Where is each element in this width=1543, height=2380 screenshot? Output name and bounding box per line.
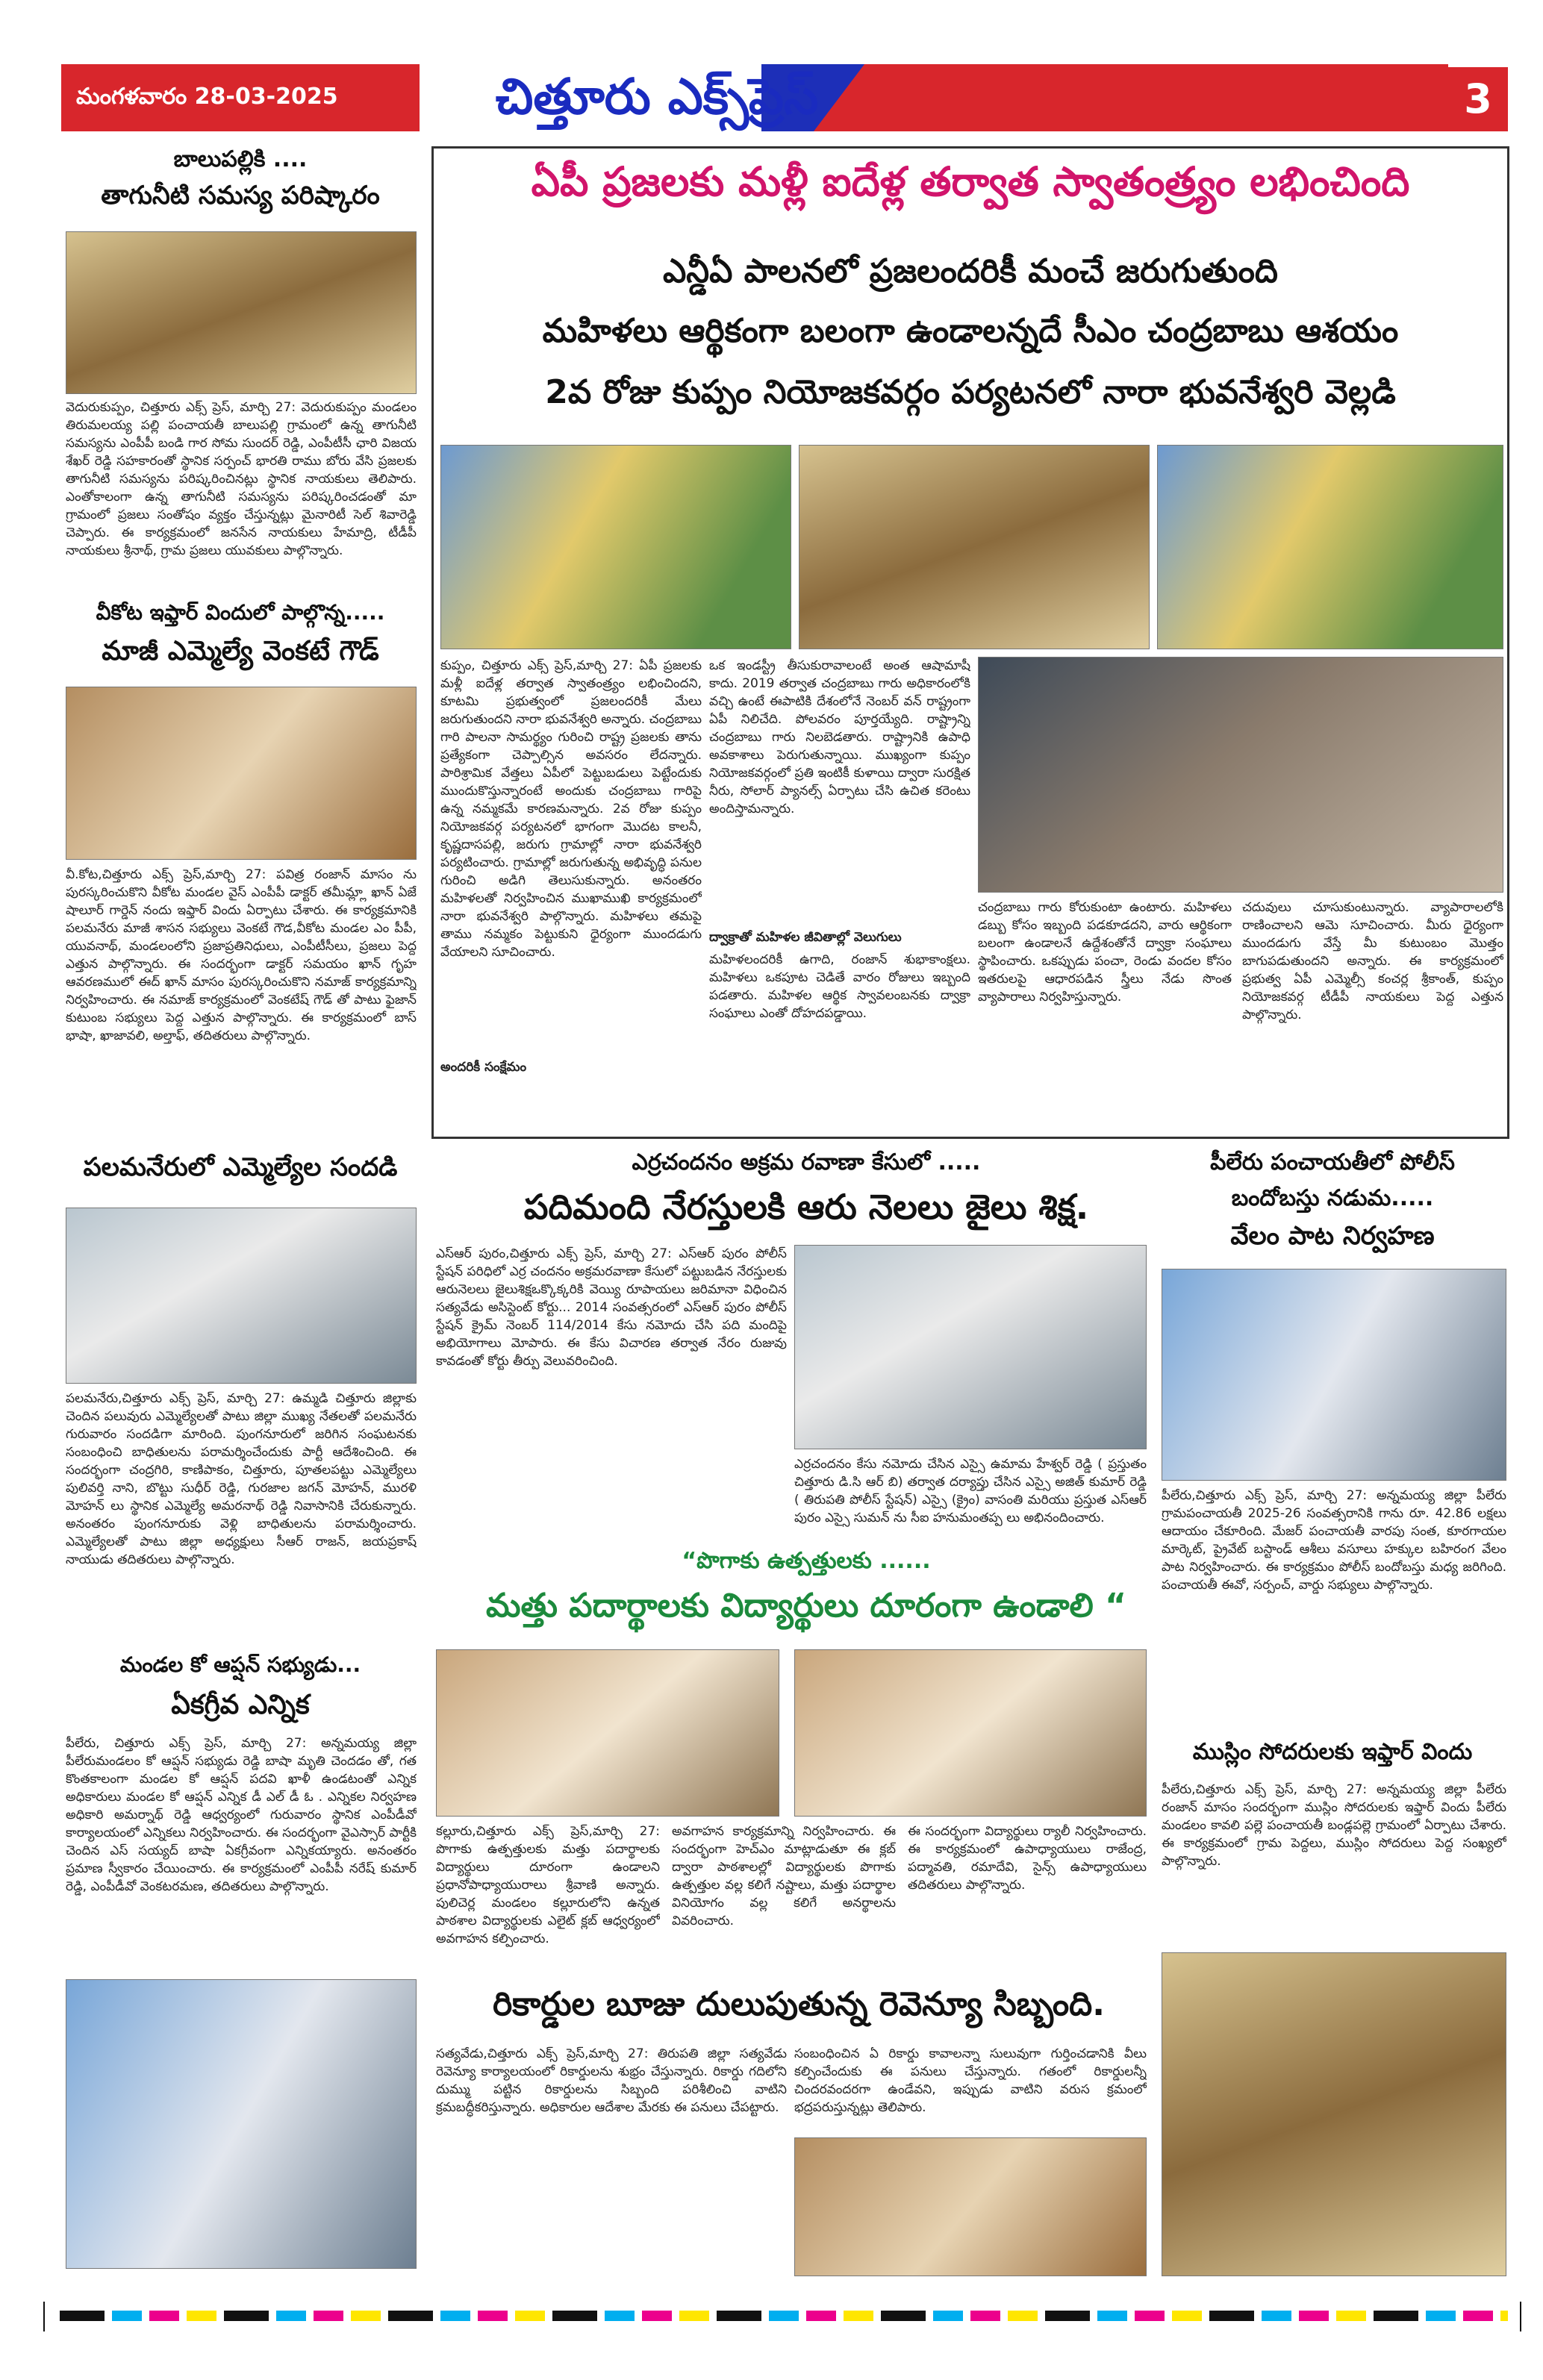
records-cleaning-photo [794, 2137, 1147, 2276]
lead-col1-body: కుప్పం, చిత్తూరు ఎక్స్ ప్రెస్,మార్చి 27: ఏపీ ప్రజలకు మళ్లీ ఐదేళ్ల తర్వాత స్వాతంత్ర్యం లభించిందని, కూటమి ప్రభుత్వంలో ప్రజలందరికీ మేలు జరుగుతుందని నారా భువనేశ్వరి అన్నారు. చంద్రబాబు గారి పాలనా సామర్థ్యం గురించి రాష్ట్ర ప్రజలకు తాను ప్రత్యేకంగా చెప్పాల్సిన అవసరం లేదన్నారు. పారిశ్రామిక వేత్తలు ఏపీలో పెట్టుబడులు పెట్టేందుకు ముందుకొస్తున్నారంటే అందుకు చంద్రబాబు గారిపై ఉన్న నమ్మకమే కారణమన్నారు. 2వ రోజు కుప్పం నియోజకవర్గ పర్యటనలో భాగంగా మొదట కాలనీ, కృష్ణదాసపల్లి, జరుగు గ్రామాల్లో నారా భువనేశ్వరి పర్యటించారు. గ్రామాల్లో జరుగుతున్న అభివృద్ధి పనుల గురించి అడిగి తెలుసుకున్నారు. అనంతరం మహిళలతో నిర్వహించిన ముఖాముఖి కార్యక్రమంలో నారా భువనేశ్వరి పాల్గొన్నారు. మహిళలు తమపై తాము నమ్మకం పెట్టుకుని ధైర్యంగా ముందడుగు వేయాలని సూచించారు. [440, 658, 702, 960]
mid2-col1-body: కల్లూరు,చిత్తూరు ఎక్స్ ప్రెస్,మార్చి 27: పొగాకు ఉత్పత్తులకు మత్తు పదార్థాలకు విద్యార్థులు దూరంగా ఉండాలని ప్రధానోపాధ్యాయురాలు శ్రీవాణి అన్నారు. పులిచెర్ల మండలం కల్లూరులోని ఉన్నత పాఠశాల విద్యార్థులకు ఎలైట్ క్లబ్ ఆధ్వర్యంలో అవగాహన కల్పించారు. [436, 1824, 660, 1946]
mid1-kicker: ఎర్రచందనం అక్రమ రవాణా కేసులో ..... [632, 1149, 981, 1175]
left2-headline: మాజీ ఎమ్మెల్యే వెంకటే గౌడ్ [102, 636, 379, 666]
color-registration-strip [60, 2311, 1508, 2321]
lead-subhead-2: మహిళలు ఆర్థికంగా బలంగా ఉండాలన్నదే సీఎం చంద్రబాబు ఆశయం [542, 312, 1399, 350]
crop-mark-left [43, 2302, 45, 2331]
right2-body: పీలేరు,చిత్తూరు ఎక్స్ ప్రెస్, మార్చి 27: అన్నమయ్య జిల్లా పీలేరు రంజాన్ మాసం సందర్భంగా ముస్లిం సోదరులకు ఇఫ్తార్ విందు పీలేరు మండలం కావలి పల్లె పంచాయతీ బండ్లపల్లె గ్రామంలో ఏర్పాటు చేశారు. ఈ కార్యక్రమంలో గ్రామ పెద్దలు, ముస్లిం సోదరులు పెద్ద సంఖ్యలో పాల్గొన్నారు. [1162, 1782, 1506, 1869]
left3-body: పలమనేరు,చిత్తూరు ఎక్స్ ప్రెస్, మార్చి 27: ఉమ్మడి చిత్తూరు జిల్లాకు చెందిన పలువురు ఎమ్మెల్యేలతో పాటు జిల్లా ముఖ్య నేతలతో పలమనేరు గురువారం సందడిగా మారింది. పుంగనూరులో జరిగిన సంఘటనకు సంబంధించి బాధితులను పరామర్శించేందుకు పార్టీ ఆదేశించింది. ఈ సందర్భంగా చంద్రగిరి, కాణిపాకం, చిత్తూరు, పూతలపట్టు ఎమ్మెల్యేలు పులివర్తి నాని, బొట్టు సుధీర్ రెడ్డి, గురజాల జగన్ మోహన్, మురళి మోహన్ లు స్థానిక ఎమ్మెల్యే అమరనాథ్ రెడ్డి నివాసానికి చేరుకున్నారు. అనంతరం పుంగనూరుకు వెళ్లి బాధితులను పరామర్శించారు. ఎమ్మెల్యేలతో పాటు జిల్లా అధ్యక్షులు సీఆర్ రాజన్, జయప్రకాష్ నాయుడు తదితరులు పాల్గొన్నారు. [66, 1391, 417, 1567]
lead-col4-body: చదువులు చూసుకుంటున్నారు. వ్యాపారాలలోకి రాణించాలని ఆమె సూచించారు. మీరు ధైర్యంగా ముందడుగు వేస్తే మీ కుటుంబం మొత్తం బాగుపడుతుందని అన్నారు. ఈ కార్యక్రమంలో ప్రభుత్వ ఏపీ ఎమ్మెల్సీ కంచర్ల శ్రీకాంత్, కుప్పం నియోజకవర్గ టీడీపీ నాయకులు పెద్ద ఎత్తున పాల్గొన్నారు. [1242, 900, 1503, 1022]
right1-kicker-1: పీలేరు పంచాయతీలో పోలీస్ [1210, 1149, 1455, 1175]
lead-col3-body: చంద్రబాబు గారు కోరుకుంటా ఉంటారు. మహిళలు డబ్బు కోసం ఇబ్బంది పడకూడదని, వారు ఆర్థికంగా బలంగా ఉండాలనే ఉద్దేశంతోనే ద్వాక్రా సంఘాలు స్థాపించారు. ఒకప్పుడు పంచా, రెండు వందల కోసం ఇతరులపై ఆధారపడిన స్త్రీలు నేడు సొంత వ్యాపారాలు నిర్వహిస్తున్నారు. [978, 900, 1232, 1005]
right1-kicker-2: బందోబస్తు నడుమ..... [1231, 1185, 1434, 1211]
mlas-group-photo [66, 1208, 417, 1384]
newspaper-title: చిత్తూరు ఎక్స్‌ప్రెస్ [495, 68, 819, 125]
lead-col1-subhead: అందరికీ సంక్షేమం [440, 1060, 527, 1075]
mid3-col1-body: సత్యవేడు,చిత్తూరు ఎక్స్ ప్రెస్,మార్చి 27: తిరుపతి జిల్లా సత్యవేడు రెవెన్యూ కార్యాలయంలో రికార్డులను శుభ్రం చేస్తున్నారు. రికార్డు గదిలోని దుమ్ము పట్టిన రికార్డులను సిబ్బంది పరిశీలించి వాటిని క్రమబద్ధీకరిస్తున్నారు. అధికారుల ఆదేశాల మేరకు ఈ పనులు చేపట్టారు. [436, 2046, 787, 2115]
page-number: 3 [1448, 67, 1508, 131]
lead-col2b-body: మహిళలందరికీ ఉగాది, రంజాన్ శుభాకాంక్షలు. మహిళలు ఒకపూట చెడితే వారం రోజులు ఇబ్బంది పడతారు. మహిళల ఆర్థిక స్వావలంబనకు ద్వాక్రా సంఘాలు ఎంతో దోహదపడ్డాయి. [709, 952, 970, 1021]
mid2-kicker: “పొగాకు ఉత్పత్తులకు ...... [682, 1548, 931, 1574]
students-rally-photo-2 [794, 1649, 1147, 1817]
lead-subhead-3: 2వ రోజు కుప్పం నియోజకవర్గం పర్యటనలో నారా భువనేశ్వరి వెల్లడి [545, 373, 1396, 411]
lead-col2-body: ఒక ఇండస్ట్రీ తీసుకురావాలంటే అంత ఆషామాషీ కాదు. 2019 తర్వాత చంద్రబాబు గారు అధికారంలోకి వచ్చి ఉంటే ఈపాటికి దేశంలోనే నెంబర్ వన్ రాష్ట్రంగా ఏపీ నిలిచేది. పోలవరం పూర్తయ్యేది. రాష్ట్రాన్ని చంద్రబాబు గారు నిలబెడతారు. రాష్ట్రానికి ఉపాధి అవకాశాలు పెరుగుతున్నాయి. ముఖ్యంగా కుప్పం నియోజకవర్గంలో ప్రతి ఇంటికీ కుళాయి ద్వారా సురక్షిత నీరు, సోలార్ ప్యానల్స్ ఏర్పాటు చేసి ఉచిత కరెంటు అందిస్తామన్నారు. [709, 658, 970, 816]
left2-body: వీ.కోట,చిత్తూరు ఎక్స్ ప్రెస్,మార్చి 27: పవిత్ర రంజాన్ మాసం ను పురస్కరించుకొని వీకోట మండల వైస్ ఎంపీపీ డాక్టర్ తమీమ్ల్లా ఖాన్ ఏజే షాలూర్ గార్డెన్ నందు ఇఫ్తార్ విందు ఏర్పాటు చేశారు. ఈ కార్యక్రమానికి పలమనేరు మాజీ శాసన సభ్యులు వెంకటే గౌడ,వీకోట మండల ఎం పీపీ, యువనాథ్, మండలంలోని ప్రజాప్రతినిధులు, ఎంపీటీసీలు, ప్రజలు పెద్ద ఎత్తున పాల్గొన్నారు. ఈ సందర్భంగా డాక్టర్ సమయం ఖాన్ గృహ ఆవరణములో ఈద్ ఖాన్ మాసం పురస్కరించుకొని నమాజ్ కార్యక్రమాన్ని నిర్వహించారు. ఈ నమాజ్ కార్యక్రమంలో వెంకటేష్ గౌడ్ తో పాటు ఫైజాన్ కుటుంబ సభ్యులు పెద్ద ఎత్తున పాల్గొన్నారు. ఈ కార్యక్రమంలో బాస్ భాషా, ఖాజావలి, అల్తాఫ్, తదితరులు పాల్గొన్నారు. [66, 867, 417, 1043]
left3-headline: పలమనేరులో ఎమ్మెల్యేల సందడి [83, 1152, 398, 1182]
mid2-col3-body: ఈ సందర్భంగా విద్యార్థులు ర్యాలీ నిర్వహించారు. ఈ కార్యక్రమంలో ఉపాధ్యాయులు రాజేంద్ర, పద్మావతి, రమాదేవి, సైన్స్ ఉపాధ్యాయులు తదితరులు పాల్గొన్నారు. [908, 1824, 1147, 1893]
lead-col2-subhead: ద్వాక్రాతో మహిళల జీవితాల్లో వెలుగులు [709, 930, 902, 945]
mid3-headline: రికార్డుల బూజు దులుపుతున్న రెవెన్యూ సిబ్బంది. [493, 1985, 1105, 2023]
right1-headline: వేలం పాట నిర్వహణ [1230, 1221, 1435, 1251]
crop-mark-right [1520, 2302, 1521, 2331]
left4-kicker: మండల కో ఆప్షన్ సభ్యుడు... [119, 1652, 361, 1677]
right2-headline: ముస్లిం సోదరులకు ఇఫ్తార్ విందు [1192, 1739, 1473, 1765]
co-option-photo [66, 1979, 417, 2269]
police-team-photo [794, 1245, 1147, 1449]
bhuvaneswari-greeting-photo [799, 445, 1150, 649]
students-rally-photo-1 [436, 1649, 779, 1817]
bhuvaneswari-speaking-photo [440, 445, 791, 649]
masthead-red-band [814, 64, 1448, 131]
left1-headline: తాగునీటి సమస్య పరిష్కారం [101, 181, 380, 210]
lead-headline: ఏపీ ప్రజలకు మళ్లీ ఐదేళ్ల తర్వాత స్వాతంత్ర్యం లభించింది [531, 158, 1410, 205]
women-crowd-photo [978, 657, 1503, 893]
mid3-col2-body: సంబంధించిన ఏ రికార్డు కావాలన్నా సులువుగా గుర్తించడానికి వీలు కల్పించేందుకు ఈ పనులు చేస్తున్నారు. గతంలో రికార్డులన్నీ చిందరవందరగా ఉండేవని, ఇప్పుడు వాటిని వరుస క్రమంలో భద్రపరుస్తున్నట్లు తెలిపారు. [794, 2046, 1147, 2115]
mid1-body: ఎస్ఆర్ పురం,చిత్తూరు ఎక్స్ ప్రెస్, మార్చి 27: ఎస్ఆర్ పురం పోలీస్ స్టేషన్ పరిధిలో ఎర్ర చందనం అక్రమరవాణా కేసులో పట్టుబడిన నేరస్తులకు ఆరునెలలు జైలుశిక్షఒక్కొక్కరికి వెయ్యి రూపాయలు జరిమానా విధించిన సత్యవేడు అసిస్టెంట్ కోర్టు... 2014 సంవత్సరంలో ఎస్ఆర్ పురం పోలీస్ స్టేషన్ క్రైమ్ నెంబర్ 114/2014 కేసు నమోదు చేసి పది మందిపై అభియోగాలు మోపారు. ఈ కేసు విచారణ తర్వాత నేరం రుజువు కావడంతో కోర్టు తీర్పు వెలువరించింది. [436, 1246, 787, 1369]
mid1-body2: ఎర్రచందనం కేసు నమోదు చేసిన ఎస్సై ఉమామ హేశ్వర్ రెడ్డి ( ప్రస్తుతం చిత్తూరు డి.సి ఆర్ బి) తర్వాత దర్యాప్తు చేసిన ఎస్సై అజిత్ కుమార్ రెడ్డి ( తిరుపతి పోలీస్ స్టేషన్) ఎస్సై (క్రైం) వాసంతి మరియు ప్రస్తుత ఎస్ఆర్ పురం ఎస్సై సుమన్ ను సీఐ హనుమంతప్ప లు అభినందించారు. [794, 1457, 1147, 1525]
mid1-headline: పదిమంది నేరస్తులకి ఆరు నెలలు జైలు శిక్ష. [523, 1187, 1089, 1227]
iftar-prayer-photo [66, 687, 417, 860]
iftar-feast-photo [1162, 1952, 1506, 2276]
left4-body: పీలేరు, చిత్తూరు ఎక్స్ ప్రెస్, మార్చి 27: అన్నమయ్య జిల్లా పీలేరుమండలం కో ఆప్షన్ సభ్యుడు రెడ్డి బాషా మృతి చెందడం తో, గత కొంతకాలంగా మండల కో ఆప్షన్ పదవి ఖాళీ ఉండటంతో ఎన్నిక అధికారులు మండల కో ఆప్షన్ ఎన్నిక డీ ఎల్ డీ ఓ . ఎన్నికల నిర్వహణ అధికారి అమర్నాథ్ రెడ్డి ఆధ్వర్యంలో గురువారం స్థానిక ఎంపీడీవో కార్యాలయంలో ఎన్నికలు నిర్వహించారు. ఈ సందర్భంగా వైఎస్సార్ పార్టీకి చెందిన ఎస్ సయ్యద్ బాషా ఏకగ్రీవంగా ఎన్నికయ్యారు. అనంతరం ప్రమాణ స్వీకారం చేయించారు. ఈ కార్యక్రమంలో ఎంపీపీ నరేష్ కుమార్ రెడ్డి, ఎంపీడీవో వెంకటరమణ, తదితరులు పాల్గొన్నారు. [66, 1736, 417, 1894]
left1-body: వెదురుకుప్పం, చిత్తూరు ఎక్స్ ప్రెస్, మార్చి 27: వెదురుకుప్పం మండలం తిరుమలయ్య పల్లి పంచాయతీ బాలుపల్లి గ్రామంలో ఉన్న తాగునీటి సమస్యను ఎంపీపీ బండి గార సోమ సుందర్ రెడ్డి, ఎంపీటీసీ ఛారి విజయ శేఖర్ రెడ్డి సహకారంతో స్థానిక సర్పంచ్ భారతి రాము బోరు వేసి ప్రజలకు తాగునీటి సమస్యను పరిష్కరించినట్లు స్థానిక నాయకులు తెలిపారు. ఎంతోకాలంగా ఉన్న తాగునీటి సమస్యను పరిష్కరించడంతో మా గ్రామంలో ప్రజలు సంతోషం వ్యక్తం చేస్తున్నట్లు మైనారిటీ సెల్ శివారెడ్డి చెప్పారు. ఈ కార్యక్రమంలో జనసేన నాయకులు హేమాద్రి, టీడీపీ నాయకులు శ్రీనాథ్, గ్రామ ప్రజలు యువకులు పాల్గొన్నారు. [66, 400, 417, 558]
left1-kicker: బాలుపల్లికి .... [173, 146, 308, 172]
auction-meeting-photo [1162, 1269, 1506, 1481]
left2-kicker: వీకోట ఇఫ్తార్ విందులో పాల్గొన్న..... [96, 600, 385, 625]
crowd-gathering-photo [1157, 445, 1503, 649]
lead-subhead-1: ఎన్డీఏ పాలనలో ప్రజలందరికీ మంచే జరుగుతుంది [662, 252, 1278, 290]
left4-headline: ఏకగ్రీవ ఎన్నిక [171, 1690, 310, 1720]
right1-body: పీలేరు,చిత్తూరు ఎక్స్ ప్రెస్, మార్చి 27: అన్నమయ్య జిల్లా పీలేరు గ్రామపంచాయతీ 2025-26 సంవత్సరానికి గాను రూ. 42.86 లక్షలు ఆదాయం చేకూరింది. మేజర్ పంచాయతీ వారపు సంత, కూరగాయల మార్కెట్, ప్రైవేట్ బస్టాండ్ ఆశీలు వసూలు హక్కుల బహిరంగ వేలం పాట నిర్వహించారు. ఈ కార్యక్రమం పోలీస్ బందోబస్తు మధ్య జరిగింది. పంచాయతీ ఈవో, సర్పంచ్, వార్డు సభ్యులు పాల్గొన్నారు. [1162, 1488, 1506, 1593]
mid2-col2-body: అవగాహన కార్యక్రమాన్ని నిర్వహించారు. ఈ సందర్భంగా హెచ్ఎం మాట్లాడుతూ ఈ క్లబ్ ద్వారా పాఠశాలల్లో విద్యార్థులకు పొగాకు ఉత్పత్తుల వల్ల కలిగే నష్టాలు, మత్తు పదార్థాల వినియోగం వల్ల కలిగే అనర్థాలను వివరించారు. [672, 1824, 896, 1928]
issue-date: మంగళవారం 28-03-2025 [61, 64, 420, 131]
mid2-headline: మత్తు పదార్థాలకు విద్యార్థులు దూరంగా ఉండాలి “ [485, 1587, 1127, 1625]
drinking-water-photo [66, 231, 417, 394]
